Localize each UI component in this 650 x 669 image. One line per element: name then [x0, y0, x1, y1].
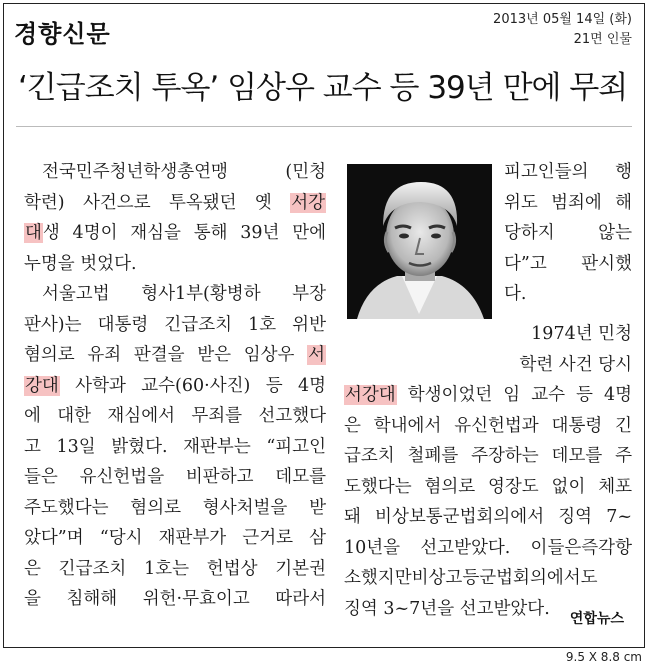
newspaper-name: 경향신문: [14, 20, 111, 48]
line-text: 학생이었던 임 교수 등 4명: [396, 385, 632, 405]
line-text: 은 긴급조치 1호는 헌법상 기본권: [24, 558, 326, 579]
line-text: 판사)는 대통령 긴급조치 1호 위반: [24, 314, 326, 335]
highlighted-text: 대: [25, 223, 42, 243]
right-bottom-column-line: [344, 472, 632, 503]
portrait-photo: [347, 164, 492, 319]
right-top-column-line: [504, 157, 632, 188]
highlighted-text: 서: [308, 345, 325, 365]
line-text: 돼 비상보통군법회의에서 징역 7~: [344, 507, 632, 527]
line-text: 전국민주청년학생총연맹 (민청: [42, 162, 326, 182]
clipping-size-note: 9.5 X 8.8 cm: [565, 650, 642, 664]
line-text: 사학과 교수(60·사진) 등 4명: [59, 375, 326, 396]
line-text: 서울고법 형사1부(황병하 부장: [42, 284, 326, 304]
right-bottom-column-line: [344, 441, 632, 472]
line-text: 고 13일 밝혔다. 재판부는 “피고인: [24, 436, 326, 457]
right-bottom-column-line: [344, 380, 632, 411]
line-text: 은 학내에서 유신헌법과 대통령 긴: [344, 415, 632, 436]
right-bottom-column-line: [344, 563, 632, 594]
clipping-header: [4, 4, 644, 64]
right-top-column-line: [504, 218, 632, 249]
right-top-column-line: [504, 188, 632, 219]
highlighted-text: 서강: [291, 192, 325, 213]
line-text: 급조치 철폐를 주장하는 데모를 주: [344, 446, 632, 466]
article-column-right-bottom: [344, 319, 632, 624]
line-text: 다.: [504, 284, 527, 304]
portrait-image: [347, 164, 492, 319]
article-column-right-top: [504, 157, 632, 310]
left-column-line: [24, 249, 326, 280]
line-text: 생 4명이 재심을 통해 39년 만에: [42, 223, 326, 243]
right-bottom-column-line: [344, 319, 632, 350]
left-column-line: [24, 371, 326, 402]
right-top-column-line: [504, 279, 632, 310]
line-text: 학련) 사건으로 투옥됐던 옛: [24, 192, 291, 213]
left-column-line: [24, 523, 326, 554]
left-column-line: [24, 462, 326, 493]
left-column-line: [24, 218, 326, 249]
page-section: 21면 인물: [573, 32, 632, 47]
line-text: 을 침해해 위헌·무효이고 따라서: [24, 589, 326, 609]
left-column-line: [24, 279, 326, 310]
headline-divider: [16, 126, 632, 127]
line-text: 징역 3~7년을 선고받았다.: [344, 598, 550, 619]
line-text: 위도 범죄에 해: [504, 192, 632, 213]
left-column-line: [24, 493, 326, 524]
right-bottom-column-line: [344, 350, 632, 381]
right-bottom-column-line: [344, 533, 632, 564]
article-headline: ‘긴급조치 투옥’ 임상우 교수 등 39년 만에 무죄: [18, 70, 628, 106]
left-column-line: [24, 310, 326, 341]
article-column-left: [24, 157, 326, 615]
line-text: 도했다는 혐의로 영장도 없이 체포: [344, 476, 632, 497]
line-text: 1974년 민청: [531, 324, 632, 344]
line-text: 에 대한 재심에서 무죄를 선고했다: [24, 406, 326, 426]
publication-meta: [493, 10, 632, 50]
right-top-column-line: [504, 249, 632, 280]
line-text: 소했지만비상고등군법회의에서도: [344, 568, 598, 588]
line-text: 았다”며 “당시 재판부가 근거로 삼: [24, 528, 326, 548]
left-column-line: [24, 188, 326, 219]
left-column-line: [24, 432, 326, 463]
news-agency-credit: 연합뉴스: [569, 611, 624, 627]
newspaper-clipping: [3, 3, 645, 648]
right-bottom-column-line: [344, 411, 632, 442]
left-column-line: [24, 157, 326, 188]
left-column-line: [24, 554, 326, 585]
line-text: 주도했다는 혐의로 형사처벌을 받: [24, 497, 326, 518]
left-column-line: [24, 584, 326, 615]
left-column-line: [24, 401, 326, 432]
line-text: 들은 유신헌법을 비판하고 데모를: [24, 467, 326, 487]
line-text: 혐의로 유죄 판결을 받은 임상우: [24, 345, 308, 365]
highlighted-text: 강대: [25, 375, 59, 396]
line-text: 당하지 않는: [504, 223, 632, 243]
right-bottom-column-line: [344, 502, 632, 533]
highlighted-text: 서강대: [345, 385, 396, 405]
left-column-line: [24, 340, 326, 371]
line-text: 학련 사건 당시: [519, 354, 632, 375]
line-text: 10년을 선고받았다. 이들은즉각항: [344, 537, 632, 558]
line-text: 누명을 벗었다.: [24, 253, 137, 274]
line-text: 다”고 판시했: [504, 253, 632, 274]
publication-date: 2013년 05월 14일 (화): [493, 12, 632, 27]
line-text: 피고인들의 행: [504, 162, 632, 182]
